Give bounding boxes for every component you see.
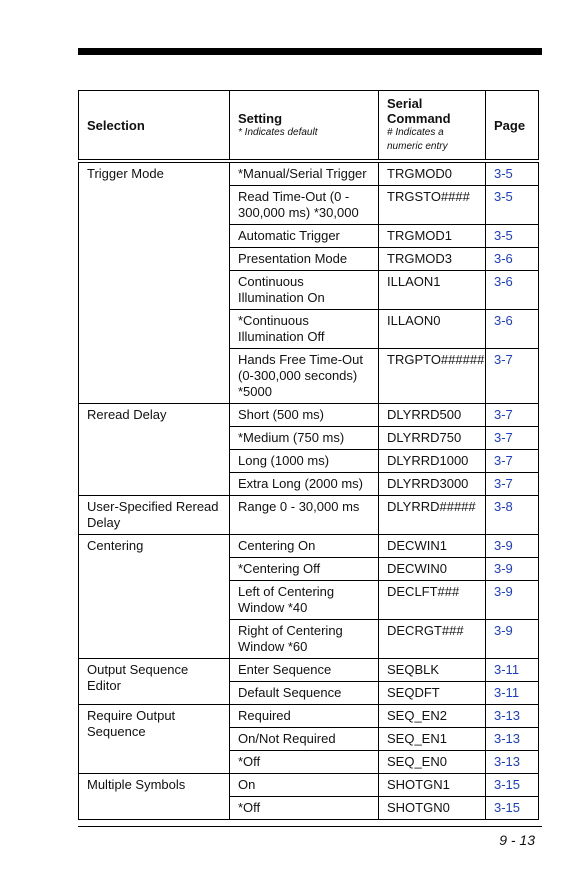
page-link[interactable]: 3-9 <box>494 584 513 599</box>
selection-cell: User-Specified Reread Delay <box>79 496 230 535</box>
page-cell <box>486 161 539 186</box>
table-row <box>79 161 539 186</box>
page-cell <box>486 225 539 248</box>
setting-cell: *Medium (750 ms) <box>230 427 379 450</box>
setting-cell: Presentation Mode <box>230 248 379 271</box>
page-link[interactable]: 3-7 <box>494 430 513 445</box>
page-cell <box>486 751 539 774</box>
footer-rule <box>78 826 542 827</box>
setting-cell: Hands Free Time-Out (0-300,000 seconds) *5000 <box>230 349 379 404</box>
setting-cell: Default Sequence <box>230 682 379 705</box>
command-cell: DECLFT### <box>379 581 486 620</box>
page-link[interactable]: 3-9 <box>494 561 513 576</box>
header-setting-note: * Indicates default <box>238 126 318 138</box>
page-link[interactable]: 3-13 <box>494 731 521 746</box>
page-link[interactable]: 3-11 <box>494 685 520 700</box>
command-cell: DECRGT### <box>379 620 486 659</box>
page-link[interactable]: 3-5 <box>494 228 513 243</box>
page-cell <box>486 186 539 225</box>
command-cell: DLYRRD750 <box>379 427 486 450</box>
page-link[interactable]: 3-6 <box>494 251 513 266</box>
page-link[interactable]: 3-11 <box>494 662 520 677</box>
command-cell: ILLAON0 <box>379 310 486 349</box>
selection-cell: Trigger Mode <box>79 161 230 404</box>
page-link[interactable]: 3-5 <box>494 166 513 181</box>
page-cell <box>486 404 539 427</box>
command-cell: TRGSTO#### <box>379 186 486 225</box>
setting-cell: Extra Long (2000 ms) <box>230 473 379 496</box>
page-number: 9 - 13 <box>499 832 535 848</box>
page-cell <box>486 620 539 659</box>
page-link[interactable]: 3-15 <box>494 777 521 792</box>
page-cell <box>486 581 539 620</box>
command-cell: TRGMOD1 <box>379 225 486 248</box>
selection-cell: Require Output Sequence <box>79 705 230 774</box>
command-cell: DLYRRD3000 <box>379 473 486 496</box>
page-cell <box>486 558 539 581</box>
page-link[interactable]: 3-13 <box>494 754 521 769</box>
page-cell <box>486 271 539 310</box>
setting-cell: Read Time-Out (0 - 300,000 ms) *30,000 <box>230 186 379 225</box>
table-header-row <box>79 91 539 162</box>
page-link[interactable]: 3-8 <box>494 499 513 514</box>
command-cell: SHOTGN0 <box>379 797 486 820</box>
setting-cell: *Off <box>230 797 379 820</box>
header-serial-note: # Indicates a numeric entry <box>387 127 448 152</box>
table-row <box>79 404 539 427</box>
header-setting: Setting * Indicates default <box>230 91 379 162</box>
setting-cell: On <box>230 774 379 797</box>
table-row <box>79 496 539 535</box>
command-cell: DLYRRD##### <box>379 496 486 535</box>
selection-cell: Output Sequence Editor <box>79 659 230 705</box>
page-cell <box>486 248 539 271</box>
table-row <box>79 659 539 682</box>
setting-cell: Right of Centering Window *60 <box>230 620 379 659</box>
setting-cell: Short (500 ms) <box>230 404 379 427</box>
page-cell <box>486 728 539 751</box>
command-cell: SEQ_EN2 <box>379 705 486 728</box>
command-cell: DLYRRD1000 <box>379 450 486 473</box>
setting-cell: Automatic Trigger <box>230 225 379 248</box>
page-link[interactable]: 3-5 <box>494 189 513 204</box>
page-cell <box>486 473 539 496</box>
setting-cell: Left of Centering Window *40 <box>230 581 379 620</box>
table-row <box>79 535 539 558</box>
setting-cell: On/Not Required <box>230 728 379 751</box>
selection-cell: Centering <box>79 535 230 659</box>
setting-cell: Required <box>230 705 379 728</box>
setting-cell: *Continuous Illumination Off <box>230 310 379 349</box>
page-cell <box>486 310 539 349</box>
page-cell <box>486 496 539 535</box>
setting-cell: *Off <box>230 751 379 774</box>
setting-cell: Enter Sequence <box>230 659 379 682</box>
command-cell: SEQDFT <box>379 682 486 705</box>
command-cell: TRGMOD0 <box>379 161 486 186</box>
page-link[interactable]: 3-7 <box>494 476 513 491</box>
table-row <box>79 705 539 728</box>
header-page: Page <box>486 91 539 162</box>
serial-command-table <box>78 90 539 820</box>
page-cell <box>486 774 539 797</box>
setting-cell: Centering On <box>230 535 379 558</box>
page-link[interactable]: 3-6 <box>494 274 513 289</box>
page-cell <box>486 450 539 473</box>
command-cell: SEQ_EN1 <box>379 728 486 751</box>
selection-cell: Reread Delay <box>79 404 230 496</box>
setting-cell: Long (1000 ms) <box>230 450 379 473</box>
page-link[interactable]: 3-13 <box>494 708 521 723</box>
page-link[interactable]: 3-6 <box>494 313 513 328</box>
page-cell <box>486 427 539 450</box>
page-link[interactable]: 3-7 <box>494 407 513 422</box>
header-rule <box>78 48 542 55</box>
page-cell <box>486 682 539 705</box>
page-cell <box>486 705 539 728</box>
command-cell: DECWIN1 <box>379 535 486 558</box>
page-cell <box>486 535 539 558</box>
table-row <box>79 774 539 797</box>
setting-cell: *Manual/Serial Trigger <box>230 161 379 186</box>
page-cell <box>486 349 539 404</box>
command-cell: SEQBLK <box>379 659 486 682</box>
command-cell: TRGMOD3 <box>379 248 486 271</box>
header-serial-command: Serial Command # Indicates a numeric entry <box>379 91 486 162</box>
page-link[interactable]: 3-9 <box>494 623 513 638</box>
command-cell: DLYRRD500 <box>379 404 486 427</box>
page-link[interactable]: 3-7 <box>494 453 513 468</box>
command-cell: ILLAON1 <box>379 271 486 310</box>
command-cell: SHOTGN1 <box>379 774 486 797</box>
page-link[interactable]: 3-15 <box>494 800 521 815</box>
page-link[interactable]: 3-9 <box>494 538 513 553</box>
selection-cell: Multiple Symbols <box>79 774 230 820</box>
page-link[interactable]: 3-7 <box>494 352 513 367</box>
setting-cell: Range 0 - 30,000 ms <box>230 496 379 535</box>
command-cell: TRGPTO###### <box>379 349 486 404</box>
header-selection: Selection <box>79 91 230 162</box>
page-cell <box>486 659 539 682</box>
page-cell <box>486 797 539 820</box>
setting-cell: Continuous Illumination On <box>230 271 379 310</box>
command-cell: SEQ_EN0 <box>379 751 486 774</box>
setting-cell: *Centering Off <box>230 558 379 581</box>
command-cell: DECWIN0 <box>379 558 486 581</box>
